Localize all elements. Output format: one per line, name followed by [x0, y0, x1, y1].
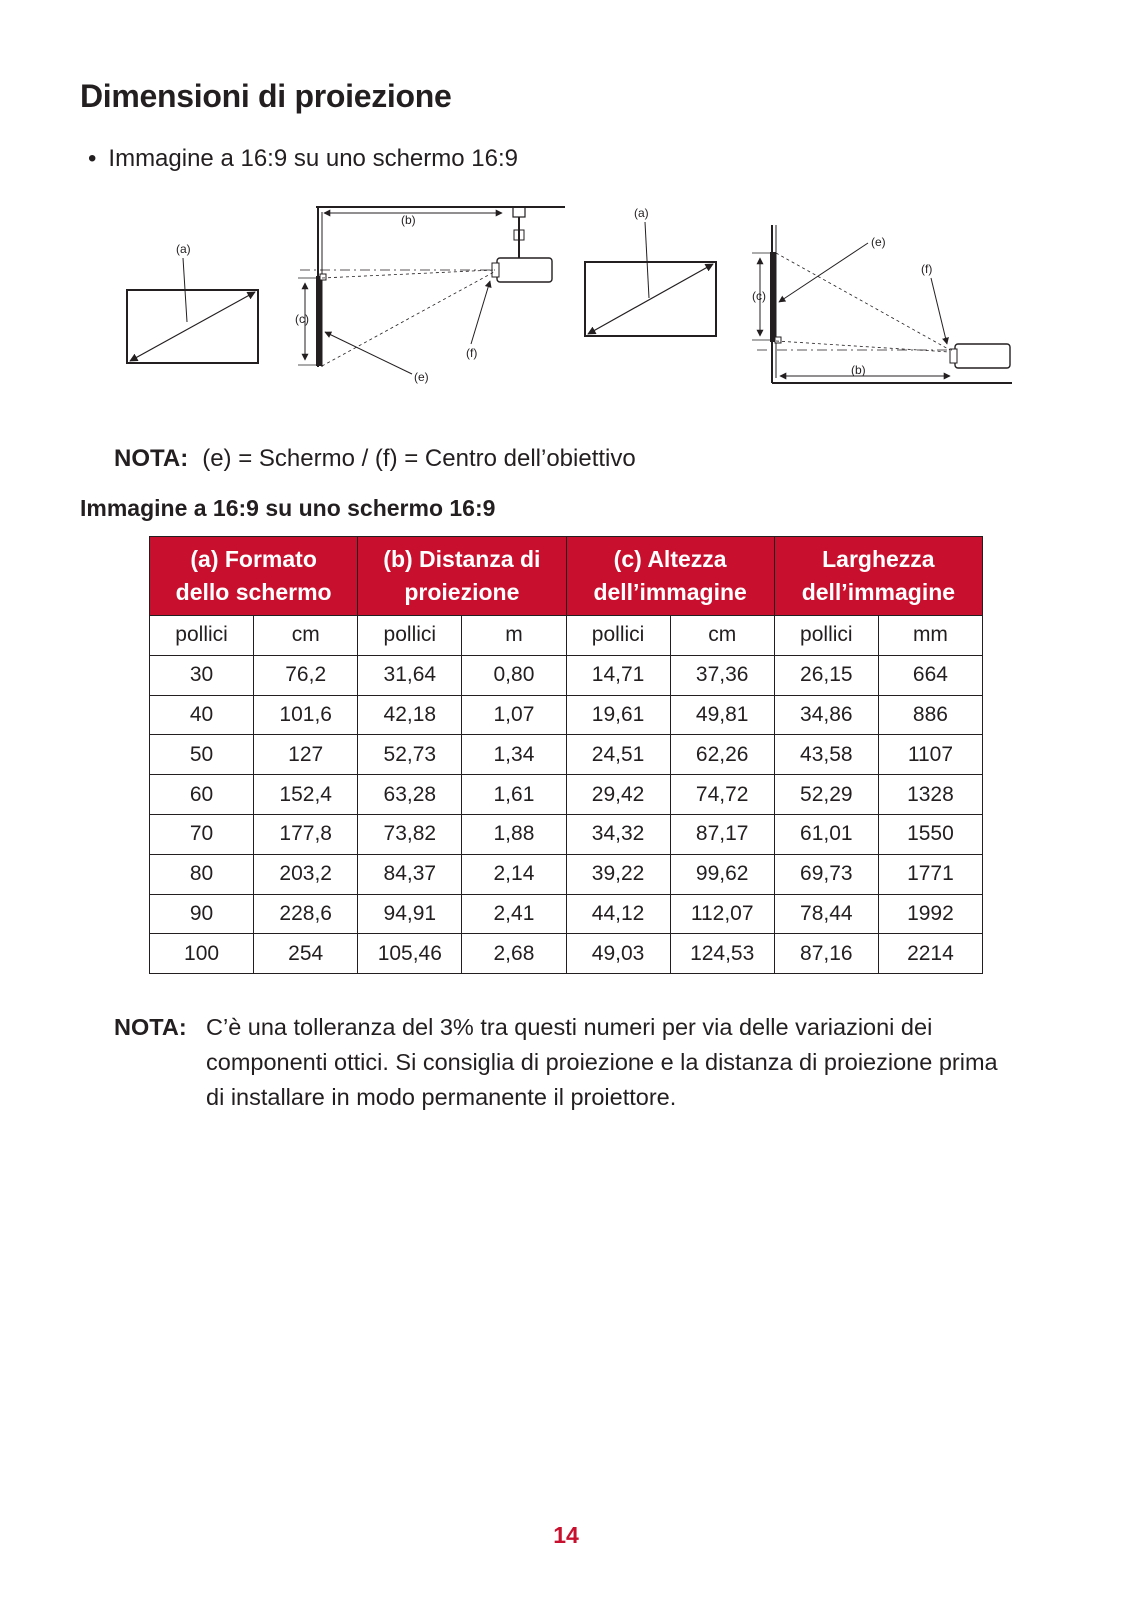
- table-cell: 1992: [878, 894, 982, 934]
- table-cell: 43,58: [774, 735, 878, 775]
- table-cell: 90: [150, 894, 254, 934]
- table-cell: 664: [878, 655, 982, 695]
- table-row: [150, 655, 983, 695]
- table-cell: 31,64: [358, 655, 462, 695]
- table-cell: 76,2: [254, 655, 358, 695]
- note-text: (e) = Schermo / (f) = Centro dell’obiettivo: [202, 445, 636, 472]
- label-f-left: (f): [466, 346, 478, 360]
- header-projection-distance: (b) Distanza di proiezione: [358, 537, 566, 616]
- table-cell: 203,2: [254, 854, 358, 894]
- table-cell: 84,37: [358, 854, 462, 894]
- page-title: Dimensioni di proiezione: [80, 78, 452, 114]
- projector-icon-right: [955, 344, 1010, 368]
- label-c-right: (c): [752, 289, 766, 303]
- table-cell: 44,12: [566, 894, 670, 934]
- table-cell: 30: [150, 655, 254, 695]
- floor-mount-diagram: [585, 206, 1012, 383]
- table-row: [150, 934, 983, 974]
- table-cell: 29,42: [566, 775, 670, 815]
- table-cell: 1771: [878, 854, 982, 894]
- table-cell: 1107: [878, 735, 982, 775]
- table-cell: 1550: [878, 814, 982, 854]
- table-cell: 99,62: [670, 854, 774, 894]
- label-b-left: (b): [401, 213, 416, 227]
- table-cell: 34,32: [566, 814, 670, 854]
- table-cell: 1,88: [462, 814, 566, 854]
- table-row: [150, 775, 983, 815]
- table-cell: 73,82: [358, 814, 462, 854]
- label-e-right: (e): [871, 235, 886, 249]
- table-cell: 62,26: [670, 735, 774, 775]
- table-cell: 74,72: [670, 775, 774, 815]
- table-cell: 80: [150, 854, 254, 894]
- table-cell: 2,14: [462, 854, 566, 894]
- bullet-text: Immagine a 16:9 su uno schermo 16:9: [108, 145, 518, 172]
- table-cell: 34,86: [774, 695, 878, 735]
- table-cell: 228,6: [254, 894, 358, 934]
- table-cell: 94,91: [358, 894, 462, 934]
- unit-cell: pollici: [774, 616, 878, 656]
- table-cell: 63,28: [358, 775, 462, 815]
- table-cell: 101,6: [254, 695, 358, 735]
- bullet-dot-icon: •: [88, 145, 97, 172]
- note-label: NOTA:: [114, 1014, 187, 1040]
- projector-icon-left: [497, 258, 552, 282]
- note-label: NOTA:: [114, 445, 189, 472]
- label-a-left: (a): [176, 242, 191, 256]
- table-cell: 87,16: [774, 934, 878, 974]
- table-cell: 2214: [878, 934, 982, 974]
- ceiling-mount-diagram: [127, 207, 565, 384]
- table-cell: 2,41: [462, 894, 566, 934]
- table-cell: 2,68: [462, 934, 566, 974]
- table-cell: 1,34: [462, 735, 566, 775]
- table-cell: 112,07: [670, 894, 774, 934]
- table-row: [150, 894, 983, 934]
- table-cell: 37,36: [670, 655, 774, 695]
- header-image-width: Larghezza dell’immagine: [774, 537, 982, 616]
- table-cell: 100: [150, 934, 254, 974]
- table-heading: Immagine a 16:9 su uno schermo 16:9: [80, 495, 496, 521]
- table-cell: 49,81: [670, 695, 774, 735]
- table-cell: 39,22: [566, 854, 670, 894]
- table-row: [150, 695, 983, 735]
- table-cell: 105,46: [358, 934, 462, 974]
- table-cell: 87,17: [670, 814, 774, 854]
- label-f-right: (f): [921, 262, 933, 276]
- label-e-left: (e): [414, 370, 429, 384]
- table-cell: 50: [150, 735, 254, 775]
- table-cell: 40: [150, 695, 254, 735]
- table-cell: 78,44: [774, 894, 878, 934]
- label-b-right: (b): [851, 363, 866, 377]
- label-c-left: (c): [295, 312, 309, 326]
- table-cell: 152,4: [254, 775, 358, 815]
- table-cell: 0,80: [462, 655, 566, 695]
- table-cell: 19,61: [566, 695, 670, 735]
- table-cell: 254: [254, 934, 358, 974]
- projection-diagram: [0, 0, 1132, 410]
- table-cell: 124,53: [670, 934, 774, 974]
- unit-cell: mm: [878, 616, 982, 656]
- table-cell: 49,03: [566, 934, 670, 974]
- unit-cell: cm: [254, 616, 358, 656]
- unit-cell: cm: [670, 616, 774, 656]
- table-row: [150, 814, 983, 854]
- table-header-row: [150, 537, 983, 616]
- label-a-right: (a): [634, 206, 649, 220]
- unit-cell: m: [462, 616, 566, 656]
- table-cell: 70: [150, 814, 254, 854]
- unit-cell: pollici: [358, 616, 462, 656]
- table-cell: 60: [150, 775, 254, 815]
- table-cell: 42,18: [358, 695, 462, 735]
- header-screen-size: (a) Formato dello schermo: [150, 537, 358, 616]
- note-text: C’è una tolleranza del 3% tra questi numeri per via delle variazioni dei componenti ottici. Si consiglia di proiezione e la distanza di proiezione prima di installare in modo permanente il proiettore.: [206, 1014, 998, 1110]
- page-number: 14: [553, 1522, 579, 1548]
- table-cell: 24,51: [566, 735, 670, 775]
- table-cell: 1328: [878, 775, 982, 815]
- table-cell: 52,73: [358, 735, 462, 775]
- screen-bar: [316, 276, 322, 366]
- table-cell: 52,29: [774, 775, 878, 815]
- table-row: [150, 854, 983, 894]
- table-cell: 127: [254, 735, 358, 775]
- unit-cell: pollici: [150, 616, 254, 656]
- note-legend: [114, 445, 636, 473]
- table-cell: 177,8: [254, 814, 358, 854]
- projection-table: [149, 536, 983, 974]
- screen-bar: [770, 252, 776, 342]
- table-cell: 61,01: [774, 814, 878, 854]
- table-cell: 1,07: [462, 695, 566, 735]
- table-cell: 1,61: [462, 775, 566, 815]
- table-cell: 14,71: [566, 655, 670, 695]
- table-row: [150, 735, 983, 775]
- table-cell: 26,15: [774, 655, 878, 695]
- table-units-row: [150, 616, 983, 656]
- table-cell: 69,73: [774, 854, 878, 894]
- note-tolerance: [114, 1010, 1014, 1115]
- table-cell: 886: [878, 695, 982, 735]
- unit-cell: pollici: [566, 616, 670, 656]
- header-image-height: (c) Altezza dell’immagine: [566, 537, 774, 616]
